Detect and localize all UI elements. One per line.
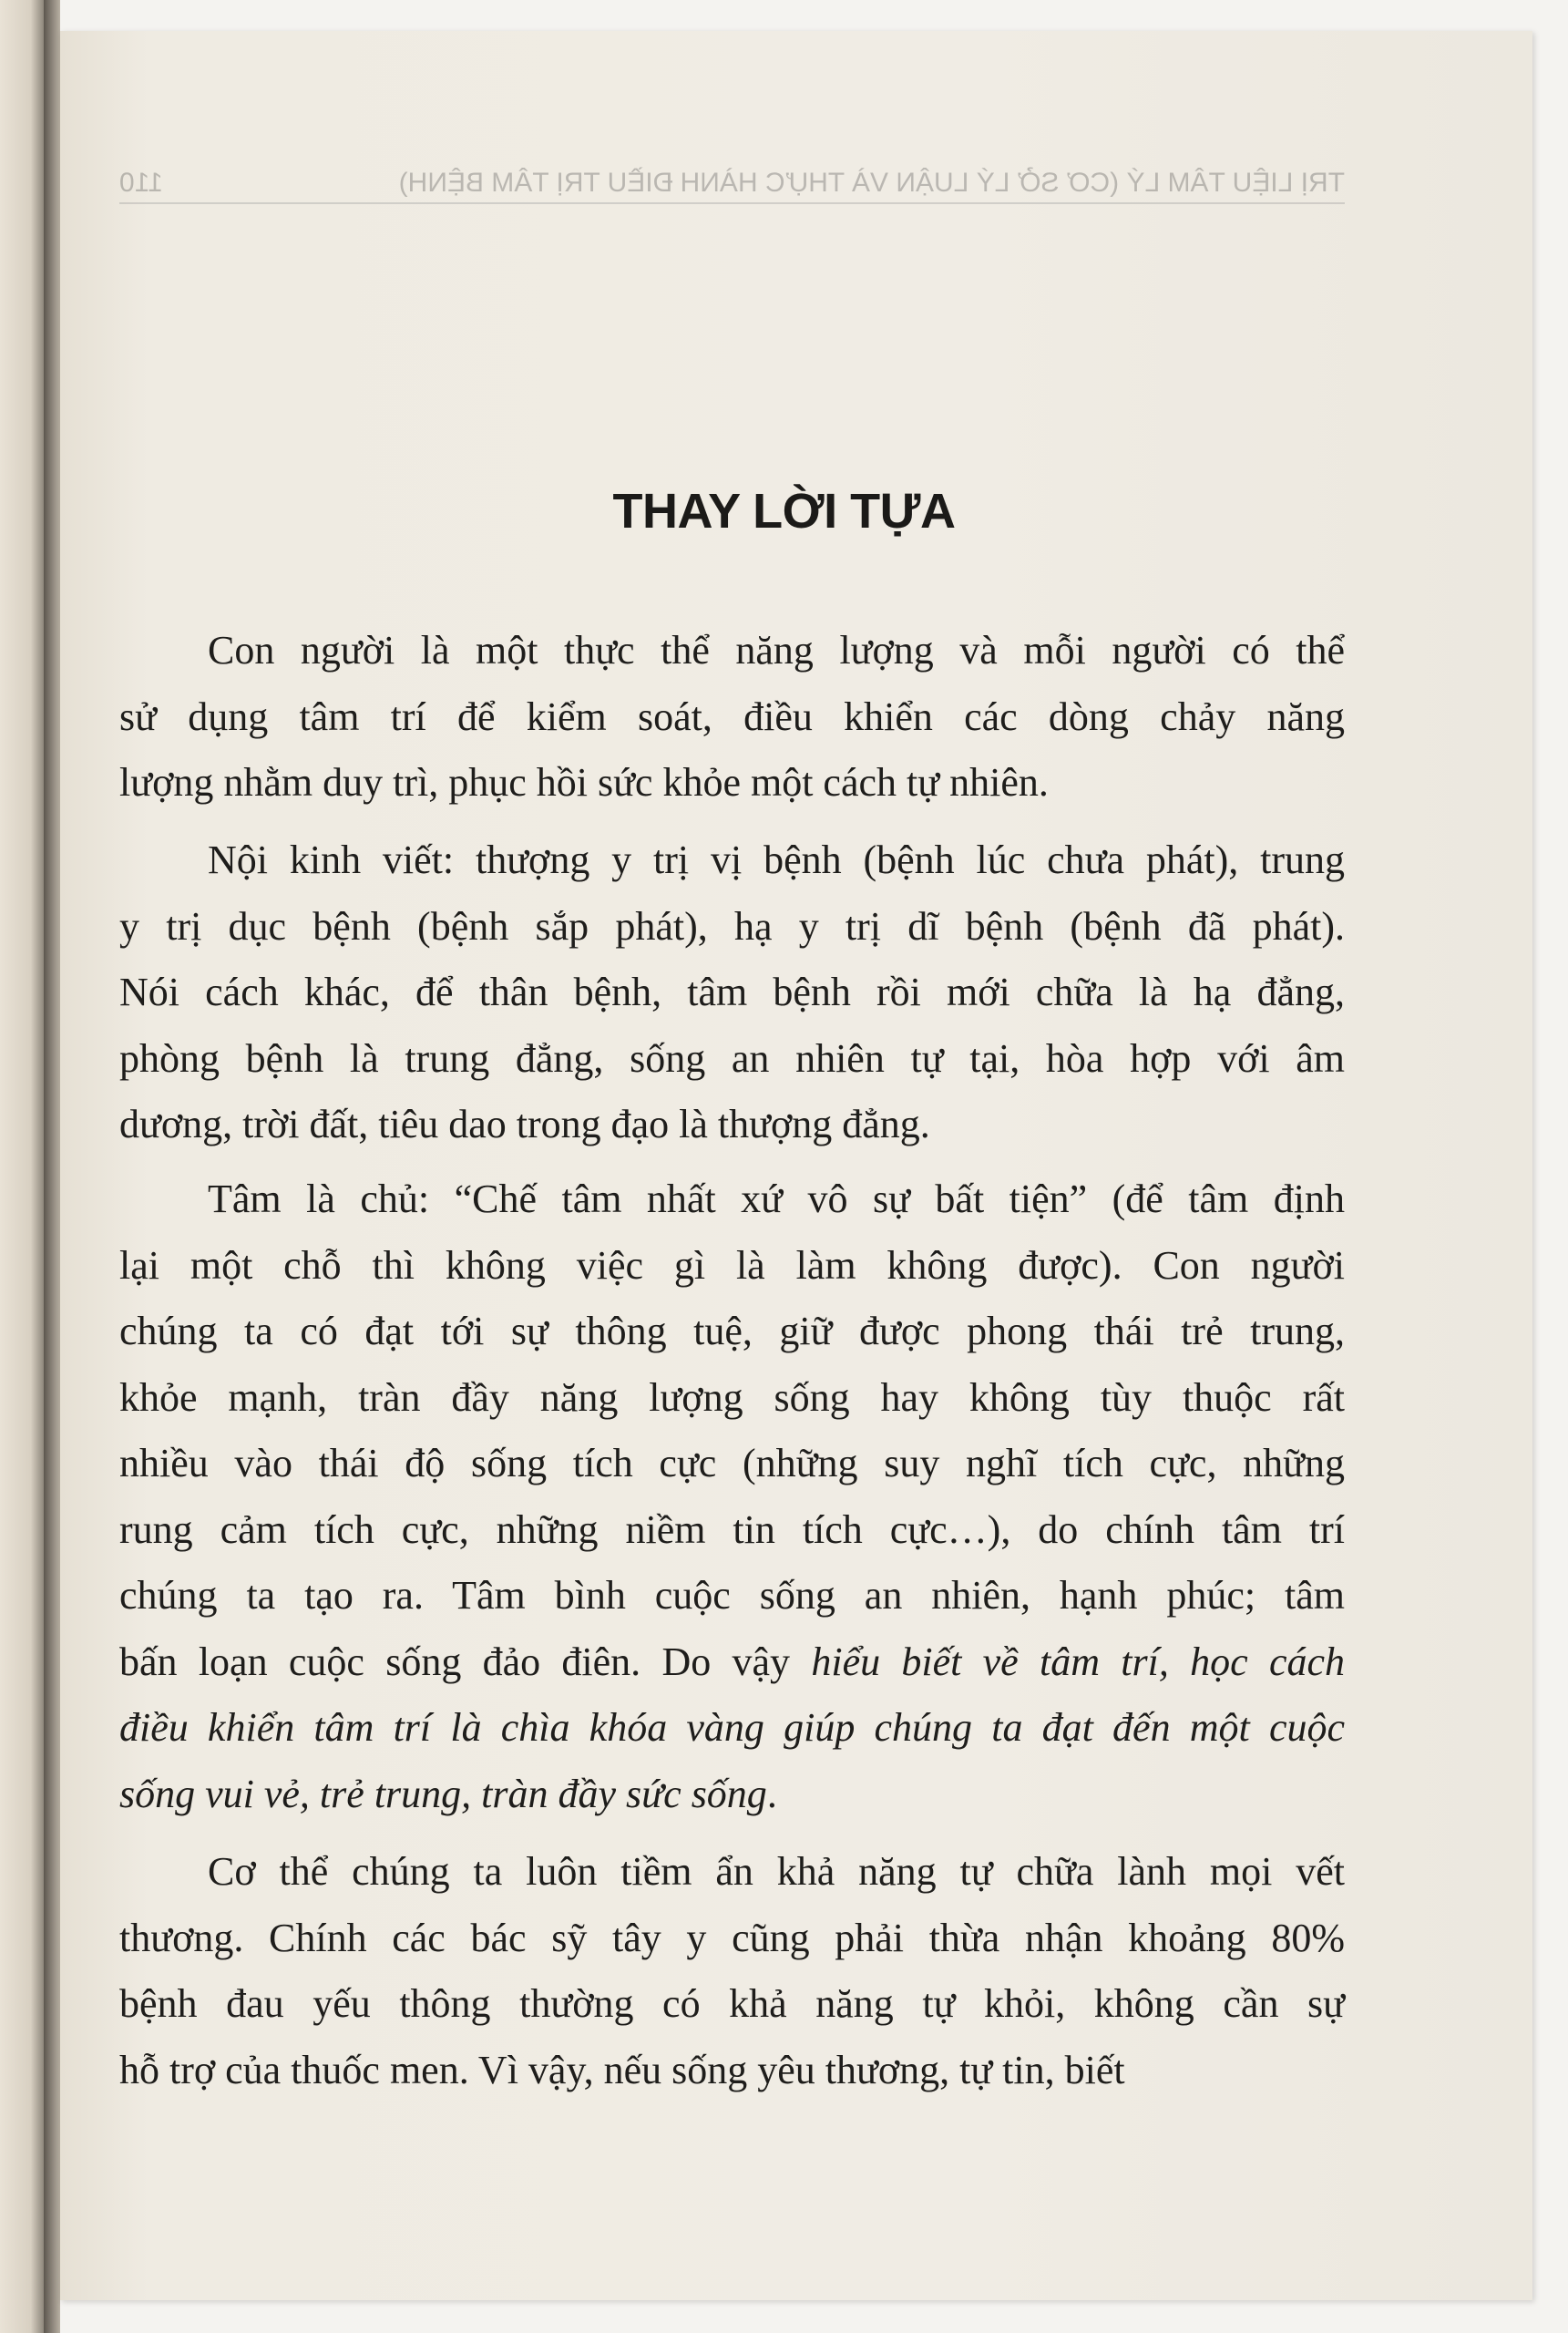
italic-text: hiểu biết về tâm trí, học cách [811,1639,1346,1684]
text-line [119,1762,1345,1828]
italic-text: sống vui vẻ, trẻ trung, tràn đầy sức sống [119,1771,767,1816]
chapter-title: THAY LỜI TỰA [612,484,956,539]
text-line [119,1629,1345,1696]
italic-text: điều khiển tâm trí là chìa khóa vàng giúp chúng ta đạt đến một cuộc [119,1705,1345,1750]
paragraph [119,1839,1345,2103]
text: khỏe mạnh, tràn đầy năng lượng sống hay không tùy thuộc rất [119,1374,1345,1420]
book-gutter [44,0,60,2333]
text-line [119,618,1345,684]
paragraph [119,618,1345,817]
text-line [119,1563,1345,1629]
text-line [119,1233,1345,1300]
text: chúng ta tạo ra. Tâm bình cuộc sống an nhiên, hạnh phúc; tâm [119,1573,1345,1618]
text: Cơ thể chúng ta luôn tiềm ẩn khả năng tự chữa lành mọi vết [208,1849,1345,1894]
text-line [119,1906,1345,1972]
text-line [119,1839,1345,1906]
text: lại một chỗ thì không việc gì là làm không được). Con người [119,1242,1345,1288]
show-through-running-header [119,160,1345,206]
show-through-page-number: 110 [119,168,163,198]
text-line [119,1365,1345,1432]
text: nhiều vào thái độ sống tích cực (những suy nghĩ tích cực, những [119,1441,1345,1485]
text: Con người là một thực thể năng lượng và mỗi người có thể [208,628,1345,673]
text-line [119,1497,1345,1564]
paragraph [119,827,1345,1158]
text: bệnh đau yếu thông thường có khả năng tự khỏi, không cần sự [119,1981,1345,2026]
text: hỗ trợ của thuốc men. Vì vậy, nếu sống yêu thương, tự tin, biết [119,2047,1125,2092]
text-line [119,894,1345,961]
text-line [119,684,1345,751]
show-through-running-title: TRỊ LIỆU TÂM LÝ (CƠ SỞ LÝ LUẬN VÀ THỰC HÀNH ĐIỀU TRỊ TÂM BỆNH) [398,168,1345,198]
text: y trị dục bệnh (bệnh sắp phát), hạ y trị dĩ bệnh (bệnh đã phát). [119,903,1345,949]
text: thương. Chính các bác sỹ tây y cũng phải thừa nhận khoảng 80% [119,1915,1345,1960]
text: dương, trời đất, tiêu dao trong đạo là thượng đẳng. [119,1102,930,1146]
text-line [119,1026,1345,1093]
text-line [119,2038,1345,2104]
text: . [766,1771,777,1816]
text-line [119,1092,1345,1158]
text-line [119,1299,1345,1365]
text-line [119,960,1345,1026]
text-line [119,827,1345,894]
show-through-header-rule [119,202,1345,204]
paragraph [119,1166,1345,1827]
text: bấn loạn cuộc sống đảo điên. Do vậy [119,1639,812,1684]
text: chúng ta có đạt tới sự thông tuệ, giữ được phong thái trẻ trung, [119,1309,1345,1353]
text-line [119,1971,1345,2038]
text: Tâm là chủ: “Chế tâm nhất xứ vô sự bất tiện” (để tâm định [208,1177,1345,1221]
text: rung cảm tích cực, những niềm tin tích cực…), do chính tâm trí [119,1506,1345,1552]
previous-page-edge [0,0,44,2333]
text-line [119,1431,1345,1497]
text-line [119,1166,1345,1233]
text-line [119,1695,1345,1762]
text: sử dụng tâm trí để kiểm soát, điều khiển các dòng chảy năng [119,694,1345,739]
text: lượng nhằm duy trì, phục hồi sức khỏe một cách tự nhiên. [119,760,1049,805]
text: phòng bệnh là trung đẳng, sống an nhiên tự tại, hòa hợp với âm [119,1035,1345,1081]
text: Nói cách khác, để thân bệnh, tâm bệnh rồi mới chữa là hạ đẳng, [119,970,1345,1014]
text-line [119,750,1345,817]
text: Nội kinh viết: thượng y trị vị bệnh (bệnh lúc chưa phát), trung [208,838,1345,882]
